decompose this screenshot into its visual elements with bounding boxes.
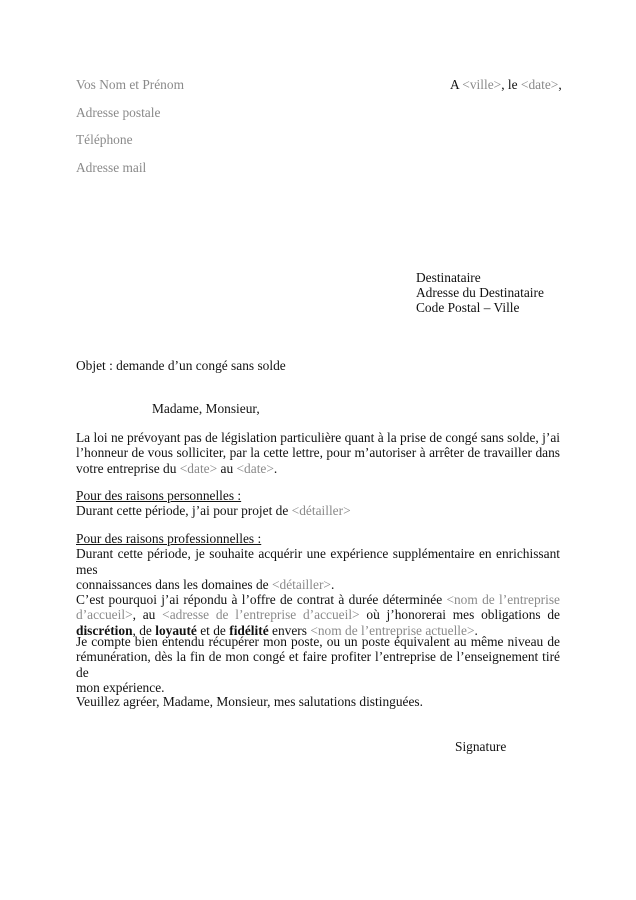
personal-text bbox=[76, 503, 560, 518]
return-line-3: mon expérience. bbox=[76, 679, 165, 695]
intro-line-1: La loi ne prévoyant pas de législation particulière quant à la prise de congé sans solde, j’ai bbox=[76, 430, 560, 445]
professional-heading: Pour des raisons professionnelles : bbox=[76, 531, 262, 546]
recipient-name: Destinataire bbox=[416, 270, 481, 285]
date-mid: , le bbox=[501, 77, 521, 92]
return-paragraph bbox=[76, 634, 560, 695]
date-placeholder: <date> bbox=[520, 77, 559, 92]
company-placeholder-a: <nom de l’entreprise bbox=[446, 592, 560, 608]
closing-formula: Veuillez agréer, Madame, Monsieur, mes salutations distinguées. bbox=[76, 694, 423, 709]
professional-line-2 bbox=[76, 577, 560, 592]
date-line bbox=[450, 77, 562, 93]
professional-section bbox=[76, 531, 560, 638]
professional-line-4 bbox=[76, 607, 560, 622]
subject-line: Objet : demande d’un congé sans solde bbox=[76, 358, 286, 373]
sender-name: Vos Nom et Prénom bbox=[76, 77, 184, 92]
intro-line-3 bbox=[76, 461, 560, 476]
date-to-placeholder: <date> bbox=[236, 460, 274, 476]
return-line-2: rémunération, dès la fin de mon congé et faire profiter l’entreprise de l’enseignement tiré de bbox=[76, 649, 560, 680]
professional-line-4-mid1: , au bbox=[132, 607, 163, 623]
professional-line-2-text: connaissances dans les domaines de bbox=[76, 576, 272, 592]
company-placeholder-b: d’accueil> bbox=[76, 607, 133, 623]
value-loyalty: loyauté bbox=[155, 622, 197, 638]
intro-paragraph bbox=[76, 430, 560, 476]
date-prefix: A bbox=[450, 77, 463, 92]
sender-address: Adresse postale bbox=[76, 105, 161, 120]
intro-line-3-mid: au bbox=[217, 460, 237, 476]
value-sep-2: et de bbox=[196, 622, 230, 638]
city-placeholder: <ville> bbox=[462, 77, 502, 92]
return-line-1: Je compte bien entendu récupérer mon poste, ou un poste équivalent au même niveau de bbox=[76, 634, 560, 649]
address-placeholder: <adresse de l’entreprise d’accueil> bbox=[162, 607, 360, 623]
professional-line-3 bbox=[76, 592, 560, 607]
date-suffix: , bbox=[558, 77, 562, 92]
signature: Signature bbox=[455, 739, 507, 754]
value-discretion: discrétion bbox=[76, 622, 133, 638]
intro-line-3-text: votre entreprise du bbox=[76, 460, 180, 476]
sender-email: Adresse mail bbox=[76, 160, 147, 175]
personal-section bbox=[76, 488, 560, 519]
intro-line-2: l’honneur de vous solliciter, par la cette lettre, pour m’autoriser à arrêter de travailler dans bbox=[76, 445, 560, 461]
value-fidelity: fidélité bbox=[229, 622, 269, 638]
professional-line-5-mid: envers bbox=[268, 622, 311, 638]
date-from-placeholder: <date> bbox=[179, 460, 218, 476]
professional-detail-placeholder: <détailler> bbox=[271, 576, 331, 592]
personal-text-body: Durant cette période, j’ai pour projet de bbox=[76, 503, 292, 519]
sender-phone: Téléphone bbox=[76, 132, 133, 147]
professional-line-4-mid2: où j’honorerai mes obligations de bbox=[359, 607, 561, 623]
recipient-city: Code Postal – Ville bbox=[416, 300, 520, 315]
professional-line-2-end: . bbox=[330, 576, 335, 592]
recipient-address: Adresse du Destinataire bbox=[416, 285, 544, 300]
salutation: Madame, Monsieur, bbox=[152, 401, 260, 416]
personal-detail-placeholder: <détailler> bbox=[291, 503, 351, 519]
intro-line-3-end: . bbox=[273, 460, 278, 476]
professional-line-1: Durant cette période, je souhaite acquérir une expérience supplémentaire en enrichissant mes bbox=[76, 546, 560, 577]
value-sep-1: , de bbox=[132, 622, 156, 638]
professional-line-3-text: C’est pourquoi j’ai répondu à l’offre de contrat à durée déterminée bbox=[76, 592, 447, 608]
professional-line-5-end: . bbox=[474, 622, 478, 638]
current-company-placeholder: <nom de l’entreprise actuelle> bbox=[310, 622, 475, 638]
personal-heading: Pour des raisons personnelles : bbox=[76, 488, 242, 503]
